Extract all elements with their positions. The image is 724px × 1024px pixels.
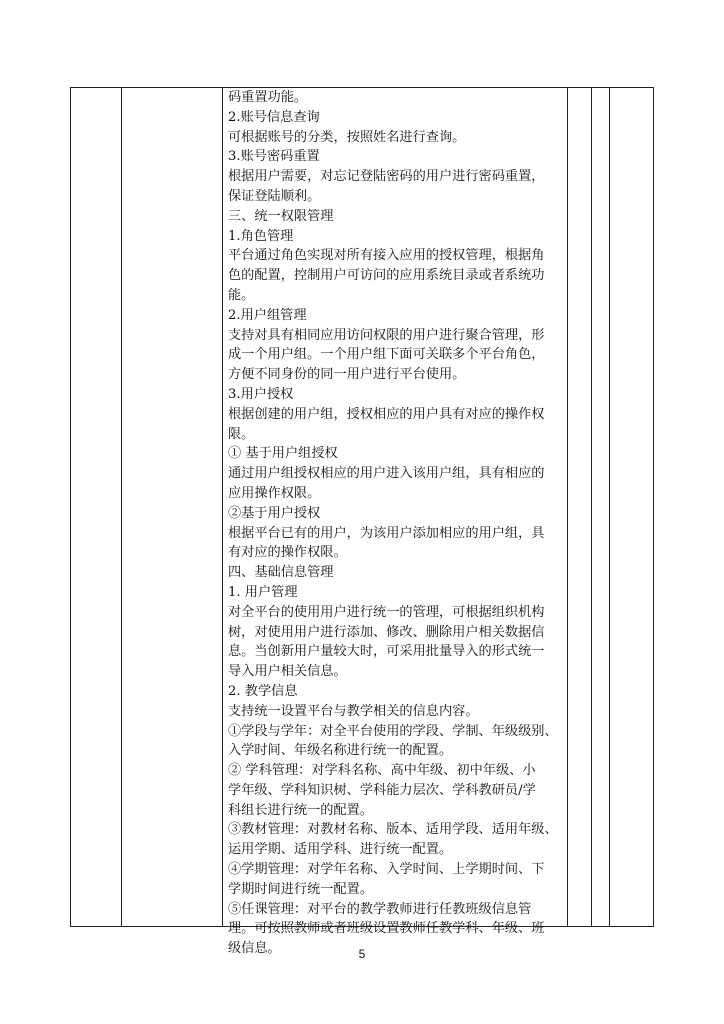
text-line: 级信息。 (228, 941, 281, 957)
text-line: 平台通过角色实现对所有接入应用的授权管理，根据角 (228, 248, 545, 264)
content-table (70, 87, 654, 957)
column-divider-1 (121, 88, 122, 926)
text-line: 科组长进行统一的配置。 (228, 802, 374, 818)
text-line: 2. 教学信息 (228, 683, 298, 699)
text-line: 运用学期、适用学科、进行统一配置。 (228, 842, 453, 858)
text-line: 1. 用户管理 (228, 584, 298, 600)
text-line: 根据用户需要，对忘记登陆密码的用户进行密码重置， (228, 169, 545, 185)
text-line: 支持统一设置平台与教学相关的信息内容。 (228, 703, 479, 719)
page-number: 5 (358, 947, 366, 961)
text-line: ① 基于用户组授权 (228, 446, 338, 462)
text-line: 理。可按照教师或者班级设置教师任教学科、年级、班 (228, 921, 545, 937)
column-divider-5 (609, 88, 610, 926)
text-line: 三、统一权限管理 (228, 208, 334, 224)
text-line: 通过用户组授权相应的用户进入该用户组，具有相应的 (228, 466, 545, 482)
text-line: 3.用户授权 (228, 386, 294, 402)
text-line: 码重置功能。 (228, 90, 308, 105)
text-line: 可根据账号的分类，按照姓名进行查询。 (228, 129, 466, 145)
text-line: 支持对具有相同应用访问权限的用户进行聚合管理，形 (228, 327, 545, 343)
text-line: 学期时间进行统一配置。 (228, 881, 374, 897)
text-line: 根据创建的用户组，授权相应的用户具有对应的操作权 (228, 406, 545, 422)
text-line: 导入用户相关信息。 (228, 664, 347, 680)
text-line: 限。 (228, 426, 255, 442)
text-line: 3.账号密码重置 (228, 149, 320, 165)
text-line: 息。当创新用户量较大时，可采用批量导入的形式统一 (228, 644, 545, 660)
text-line: ⑤任课管理：对平台的教学教师进行任教班级信息管 (228, 901, 532, 917)
text-line: 根据平台已有的用户，为该用户添加相应的用户组，具 (228, 525, 545, 541)
text-line: 成一个用户组。一个用户组下面可关联多个平台角色， (228, 347, 545, 363)
text-line: 应用操作权限。 (228, 485, 321, 501)
text-line: 有对应的操作权限。 (228, 545, 347, 561)
text-line: 1.角色管理 (228, 228, 294, 244)
text-line: ①学段与学年：对全平台使用的学段、学制、年级级别、 (228, 723, 558, 739)
text-line: 入学时间、年级名称进行统一的配置。 (228, 743, 453, 759)
text-line: 四、基础信息管理 (228, 565, 334, 581)
text-line: ②基于用户授权 (228, 505, 321, 521)
text-line: ② 学科管理：对学科名称、高中年级、初中年级、小 (228, 763, 536, 779)
text-line: 保证登陆顺利。 (228, 188, 321, 204)
text-line: 树，对使用用户进行添加、修改、删除用户相关数据信 (228, 624, 545, 640)
column-divider-3 (567, 88, 568, 926)
column-divider-4 (591, 88, 592, 926)
text-line: 学年级、学科知识树、学科能力层次、学科教研员/学 (228, 782, 536, 798)
column-divider-2 (222, 88, 223, 926)
text-line: 对全平台的使用用户进行统一的管理，可根据组织机构 (228, 604, 545, 620)
text-line: 2.用户组管理 (228, 307, 307, 323)
content-cell (228, 88, 564, 959)
text-line: 2.账号信息查询 (228, 109, 320, 125)
text-line: ③教材管理：对教材名称、版本、适用学段、适用年级、 (228, 822, 558, 838)
text-line: 方便不同身份的同一用户进行平台使用。 (228, 367, 466, 383)
text-line: 色的配置，控制用户可访问的应用系统目录或者系统功 (228, 268, 545, 284)
text-line: ④学期管理：对学年名称、入学时间、上学期时间、下 (228, 862, 545, 878)
text-line: 能。 (228, 287, 255, 303)
